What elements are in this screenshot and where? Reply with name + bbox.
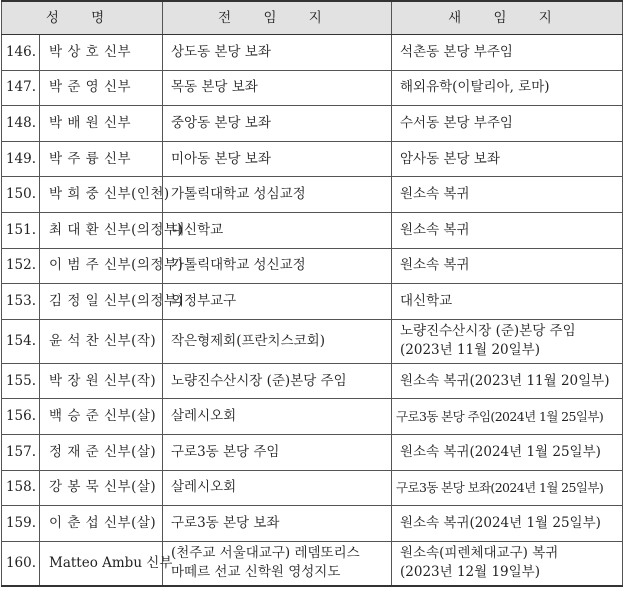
- priest-name: 이 범 주 신부(의정부): [40, 248, 163, 284]
- row-number: 159.: [2, 506, 40, 542]
- priest-name: Matteo Ambu 신부: [40, 541, 163, 586]
- previous-post-line-1: (천주교 서울대교구) 레뎀또리스: [171, 545, 360, 562]
- row-number: 150.: [2, 177, 40, 213]
- row-number: 158.: [2, 470, 40, 506]
- row-number: 151.: [2, 212, 40, 248]
- table-row: [2, 248, 623, 284]
- previous-post: 가톨릭대학교 성심교정: [163, 177, 392, 213]
- previous-post: 작은형제회(프란치스코회): [163, 319, 392, 363]
- new-post: 원소속 복귀: [392, 248, 623, 284]
- new-post: 원소속 복귀: [392, 177, 623, 213]
- priest-name: 박 상 호 신부: [40, 35, 163, 71]
- table-row: [2, 319, 623, 363]
- row-number: 152.: [2, 248, 40, 284]
- new-post-line-2: (2023년 11월 20일부): [400, 342, 540, 359]
- previous-post: 구로3동 본당 보좌: [163, 506, 392, 542]
- table-row: [2, 470, 623, 506]
- table-row: [2, 141, 623, 177]
- new-post-line-1: 노량진수산시장 (준)본당 주임: [400, 323, 576, 340]
- table-header-row: [2, 1, 623, 35]
- new-post-line-2: (2023년 12월 19일부): [400, 564, 540, 581]
- table-row: [2, 212, 623, 248]
- new-post: 원소속 복귀(2023년 11월 20일부): [392, 363, 623, 399]
- row-number: 153.: [2, 284, 40, 320]
- new-post: 원소속 복귀: [392, 212, 623, 248]
- table-row: [2, 363, 623, 399]
- header-previous: 전 임 지: [163, 1, 392, 35]
- table-row: [2, 434, 623, 470]
- header-new: 새 임 지: [392, 1, 623, 35]
- row-number: 147.: [2, 70, 40, 106]
- previous-post: 노량진수산시장 (준)본당 주임: [163, 363, 392, 399]
- priest-name: 강 봉 묵 신부(살): [40, 470, 163, 506]
- priest-name: 박 희 중 신부(인천): [40, 177, 163, 213]
- table-row: [2, 35, 623, 71]
- row-number: 149.: [2, 141, 40, 177]
- appointments-table: [1, 0, 623, 587]
- table-row: [2, 106, 623, 142]
- appointments-table-container: [1, 0, 622, 587]
- previous-post: 살레시오회: [163, 470, 392, 506]
- previous-post: 가톨릭대학교 성신교정: [163, 248, 392, 284]
- new-post: 구로3동 본당 주임(2024년 1월 25일부): [392, 399, 623, 435]
- previous-post: 의정부교구: [163, 284, 392, 320]
- table-row: [2, 177, 623, 213]
- row-number: 156.: [2, 399, 40, 435]
- new-post: 해외유학(이탈리아, 로마): [392, 70, 623, 106]
- new-post: 수서동 본당 부주임: [392, 106, 623, 142]
- priest-name: 정 재 준 신부(살): [40, 434, 163, 470]
- table-row: [2, 541, 623, 586]
- new-post: 원소속 복귀(2024년 1월 25일부): [392, 434, 623, 470]
- priest-name: 윤 석 찬 신부(작): [40, 319, 163, 363]
- previous-post: 구로3동 본당 주임: [163, 434, 392, 470]
- priest-name: 최 대 환 신부(의정부): [40, 212, 163, 248]
- row-number: 146.: [2, 35, 40, 71]
- row-number: 157.: [2, 434, 40, 470]
- previous-post-line-2: 마떼르 선교 신학원 영성지도: [171, 564, 341, 581]
- previous-post: 대신학교: [163, 212, 392, 248]
- priest-name: 박 주 륭 신부: [40, 141, 163, 177]
- priest-name: 이 춘 섭 신부(살): [40, 506, 163, 542]
- new-post: 대신학교: [392, 284, 623, 320]
- table-row: [2, 506, 623, 542]
- previous-post: 목동 본당 보좌: [163, 70, 392, 106]
- new-post: 구로3동 본당 보좌(2024년 1월 25일부): [392, 470, 623, 506]
- table-row: [2, 70, 623, 106]
- new-post: [392, 541, 623, 586]
- new-post: [392, 319, 623, 363]
- new-post: 석촌동 본당 부주임: [392, 35, 623, 71]
- row-number: 155.: [2, 363, 40, 399]
- row-number: 160.: [2, 541, 40, 586]
- priest-name: 박 배 원 신부: [40, 106, 163, 142]
- row-number: 148.: [2, 106, 40, 142]
- priest-name: 박 장 원 신부(작): [40, 363, 163, 399]
- previous-post: 살레시오회: [163, 399, 392, 435]
- header-name: 성 명: [2, 1, 163, 35]
- new-post: 암사동 본당 보좌: [392, 141, 623, 177]
- new-post: 원소속 복귀(2024년 1월 25일부): [392, 506, 623, 542]
- table-row: [2, 399, 623, 435]
- previous-post: 상도동 본당 보좌: [163, 35, 392, 71]
- previous-post: 미아동 본당 보좌: [163, 141, 392, 177]
- priest-name: 김 정 일 신부(의정부): [40, 284, 163, 320]
- row-number: 154.: [2, 319, 40, 363]
- previous-post: [163, 541, 392, 586]
- previous-post: 중앙동 본당 보좌: [163, 106, 392, 142]
- priest-name: 백 승 준 신부(살): [40, 399, 163, 435]
- new-post-line-1: 원소속(피렌체대교구) 복귀: [400, 545, 559, 562]
- table-row: [2, 284, 623, 320]
- priest-name: 박 준 영 신부: [40, 70, 163, 106]
